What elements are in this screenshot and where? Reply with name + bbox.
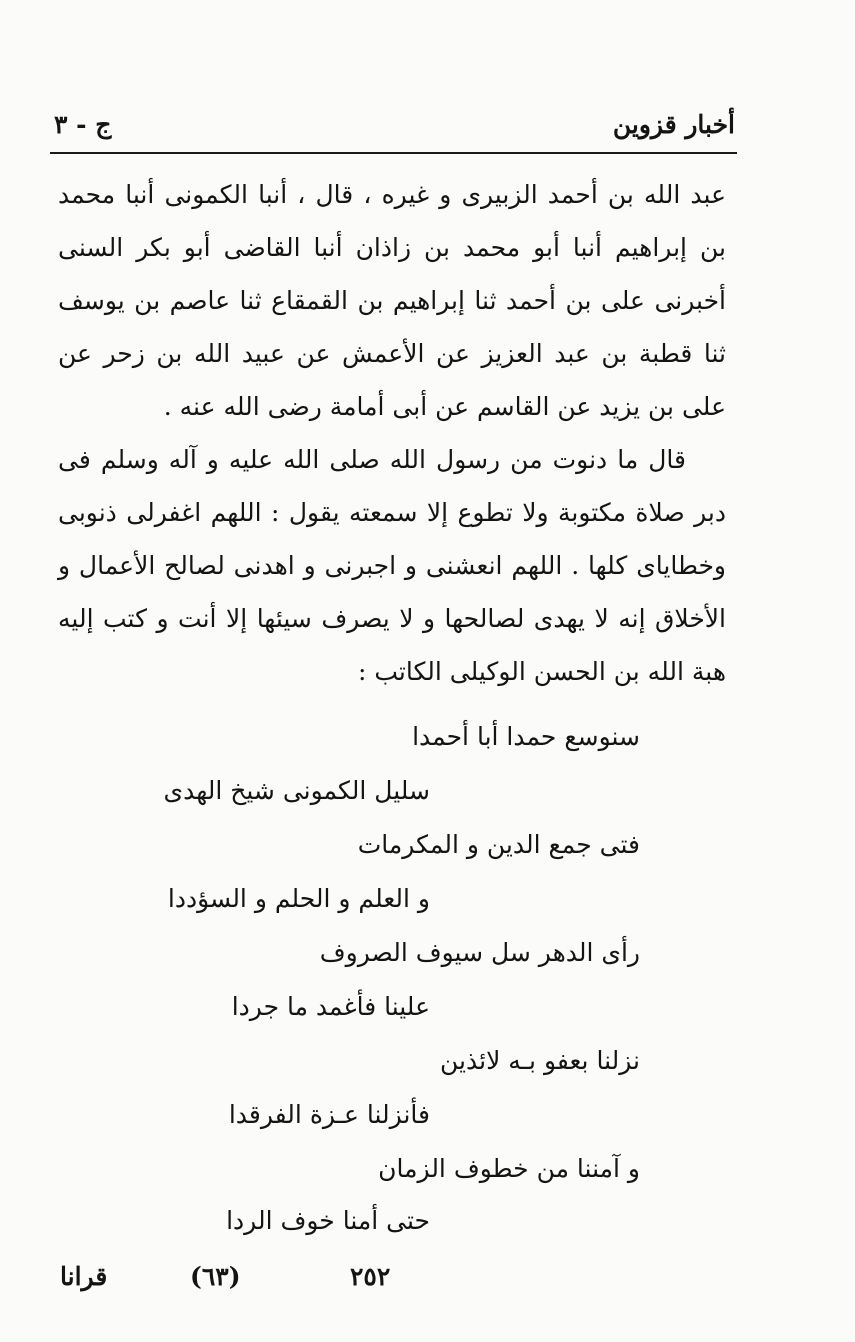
poem-line-4: و العلم و الحلم و السؤددا [167,884,430,913]
running-header [50,110,735,146]
poem-line-2: سليل الكمونى شيخ الهدى [163,776,430,805]
poem-line-6: علينا فأغمد ما جردا [231,992,430,1021]
poem-line-3: فتى جمع الدين و المكرمات [357,830,640,859]
header-rule [50,152,737,154]
page-number: ٢٥٢ [350,1262,391,1291]
poem-line-1: سنوسع حمدا أبا أحمدا [412,722,640,751]
footer-sheet-number: (٦٣) [190,1262,241,1291]
poem-line-5: رأى الدهر سل سيوف الصروف [319,938,640,967]
paragraph-2: قال ما دنوت من رسول الله صلى الله عليه و آله وسلم فى دبر صلاة مكتوبة ولا تطوع إلا سمعته يقول : اللهم اغفرلى ذنوبى وخطاياى كلها . اللهم انعشنى و اجبرنى و اهدنى لصالح الأعمال و الأخلاق إنه لا يهدى لصالحها و لا يصرف سيئها إلا أنت و كتب إليه هبة الله بن الحسن الوكيلى الكاتب : [58,445,726,686]
poem-line-9: و آمننا من خطوف الزمان [378,1154,640,1183]
poem-line-10: حتى أمنا خوف الردا [226,1206,430,1235]
poem-line-8: فأنزلنا عـزة الفرقدا [228,1100,430,1129]
body-text [58,168,726,698]
footer-left-text: قرانا [60,1262,108,1291]
paragraph-1: عبد الله بن أحمد الزبيرى و غيره ، قال ، أنبا الكمونى أنبا محمد بن إبراهيم أنبا أبو محمد بن زاذان أنبا القاضى أبو بكر السنى أخبرنى على بن أحمد ثنا إبراهيم بن القمقاع ثنا عاصم بن يوسف ثنا قطبة بن عبد العزيز عن الأعمش عن عبيد الله بن زحر عن على بن يزيد عن القاسم عن أبى أمامة رضى الله عنه . [58,180,726,421]
poem-line-7: نزلنا بعفو بـه لائذين [440,1046,640,1075]
header-volume: ج - ٣ [54,110,112,139]
page-footer [40,1262,740,1298]
header-title: أخبار قزوين [612,110,735,139]
